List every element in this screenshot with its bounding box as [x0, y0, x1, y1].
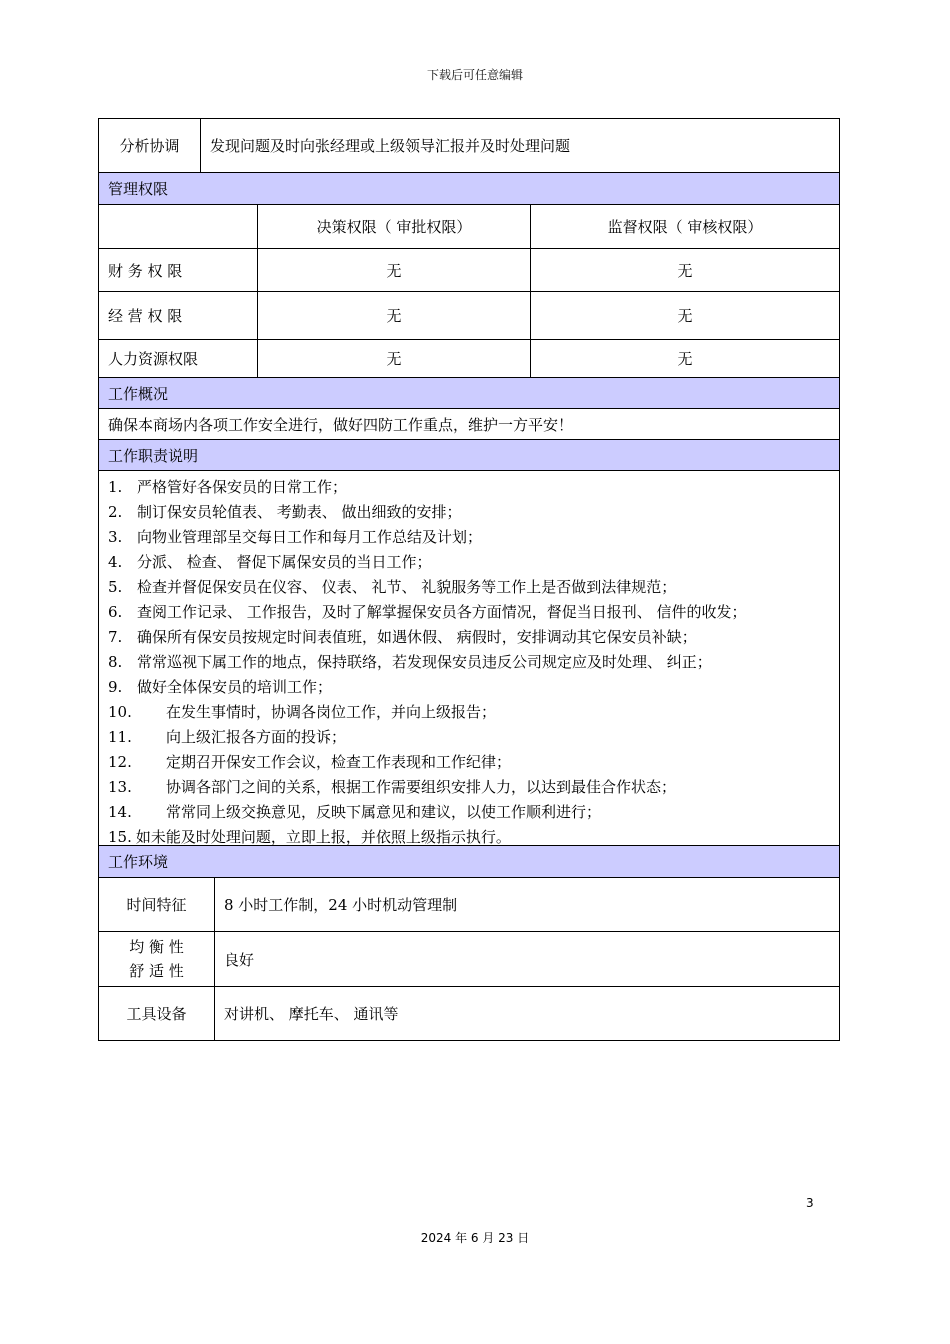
header-note: 下载后可任意编辑 [426, 68, 523, 82]
list-item [108, 600, 839, 625]
time-value: 8 小时工作制，24 小时机动管理制 [214, 878, 839, 931]
environment-tools-row [98, 987, 840, 1041]
list-item [108, 650, 839, 675]
authority-row-label: 经 营 权 限 [108, 307, 183, 325]
list-item [108, 775, 839, 800]
list-item [108, 675, 839, 700]
duty-text: 定期召开保安工作会议，检查工作表现和工作纪律； [166, 753, 512, 771]
duty-number: 14. [108, 803, 132, 821]
footer-date: 2024 年 6 月 23 日 [420, 1231, 530, 1245]
duty-text: 在发生事情时，协调各岗位工作，并向上级报告； [166, 703, 497, 721]
duty-text: 检查并督促保安员在仪容、 仪表、 礼节、 礼貌服务等工作上是否做到法律规范； [137, 578, 677, 596]
list-item [108, 800, 839, 825]
authority-header-row [98, 205, 840, 249]
authority-row-label: 人力资源权限 [108, 350, 199, 368]
authority-row-operations [98, 292, 840, 340]
duty-number: 3. [108, 528, 123, 546]
list-item [108, 550, 839, 575]
balance-label-line-1: 均 衡 性 [129, 938, 184, 956]
duty-number: 15. [108, 828, 132, 846]
duty-text: 做好全体保安员的培训工作； [137, 678, 333, 696]
authority-supervise-value: 无 [530, 292, 839, 339]
tools-label: 工具设备 [126, 1005, 187, 1023]
supervise-column-header: 监督权限（ 审核权限） [530, 205, 839, 248]
duties-section-header [98, 440, 840, 471]
duty-number: 8. [108, 653, 123, 671]
duty-number: 5. [108, 578, 123, 596]
list-item [108, 575, 839, 600]
duty-text: 确保所有保安员按规定时间表值班，如遇休假、 病假时，安排调动其它保安员补缺； [137, 628, 697, 646]
duty-text: 协调各部门之间的关系，根据工作需要组织安排人力，以达到最佳合作状态； [166, 778, 677, 796]
duty-text: 常常同上级交换意见，反映下属意见和建议，以使工作顺利进行； [166, 803, 602, 821]
duty-number: 4. [108, 553, 123, 571]
overview-section-title: 工作概况 [108, 384, 169, 403]
duty-text: 查阅工作记录、 工作报告，及时了解掌握保安员各方面情况，督促当日报刊、 信件的收发； [137, 603, 747, 621]
duty-text: 如未能及时处理问题，立即上报，并依照上级指示执行。 [135, 828, 511, 846]
balance-value: 良好 [214, 932, 839, 986]
duty-text: 向物业管理部呈交每日工作和每月工作总结及计划； [137, 528, 483, 546]
list-item [108, 500, 839, 525]
analysis-content: 发现问题及时向张经理或上级领导汇报并及时处理问题 [200, 119, 839, 172]
authority-header-blank [99, 205, 257, 248]
duty-text: 制订保安员轮值表、 考勤表、 做出细致的安排； [137, 503, 462, 521]
duty-text: 严格管好各保安员的日常工作； [137, 478, 348, 496]
authority-decision-value: 无 [257, 340, 530, 377]
authority-row-finance [98, 249, 840, 292]
overview-content: 确保本商场内各项工作安全进行，做好四防工作重点，维护一方平安！ [108, 415, 574, 434]
duty-number: 12. [108, 753, 132, 771]
authority-row-label: 财 务 权 限 [108, 261, 183, 280]
balance-label [99, 932, 214, 986]
duty-text: 向上级汇报各方面的投诉； [166, 728, 347, 746]
decision-column-header: 决策权限（ 审批权限） [257, 205, 530, 248]
duty-number: 6. [108, 603, 123, 621]
environment-time-row [98, 878, 840, 932]
page-number: 3 [806, 1196, 814, 1210]
list-item [108, 700, 839, 725]
analysis-row [98, 118, 840, 173]
tools-value: 对讲机、 摩托车、 通讯等 [214, 987, 839, 1040]
authority-supervise-value: 无 [530, 340, 839, 377]
list-item [108, 625, 839, 650]
environment-section-header [98, 846, 840, 878]
authority-decision-value: 无 [257, 292, 530, 339]
duty-number: 7. [108, 628, 123, 646]
balance-label-line-2: 舒 适 性 [129, 962, 184, 980]
list-item [108, 525, 839, 550]
environment-section-title: 工作环境 [108, 853, 169, 871]
duty-number: 2. [108, 503, 123, 521]
authority-row-hr [98, 340, 840, 378]
duty-text: 分派、 检查、 督促下属保安员的当日工作； [137, 553, 432, 571]
duty-text: 常常巡视下属工作的地点，保持联络，若发现保安员违反公司规定应及时处理、 纠正； [137, 653, 712, 671]
overview-section-header [98, 378, 840, 409]
authority-supervise-value: 无 [530, 249, 839, 291]
list-item [108, 475, 839, 500]
duty-number: 9. [108, 678, 123, 696]
analysis-label: 分析协调 [119, 137, 180, 155]
authority-decision-value: 无 [257, 249, 530, 291]
duty-number: 11. [108, 728, 132, 746]
environment-balance-row [98, 932, 840, 987]
authority-section-title: 管理权限 [108, 180, 169, 198]
duty-number: 1. [108, 478, 123, 496]
duty-number: 13. [108, 778, 132, 796]
duty-number: 10. [108, 703, 132, 721]
list-item [108, 725, 839, 750]
authority-section-header [98, 173, 840, 205]
list-item [108, 750, 839, 775]
duties-list [98, 471, 840, 846]
duties-section-title: 工作职责说明 [108, 446, 199, 465]
time-label: 时间特征 [126, 896, 187, 914]
overview-row [98, 409, 840, 440]
